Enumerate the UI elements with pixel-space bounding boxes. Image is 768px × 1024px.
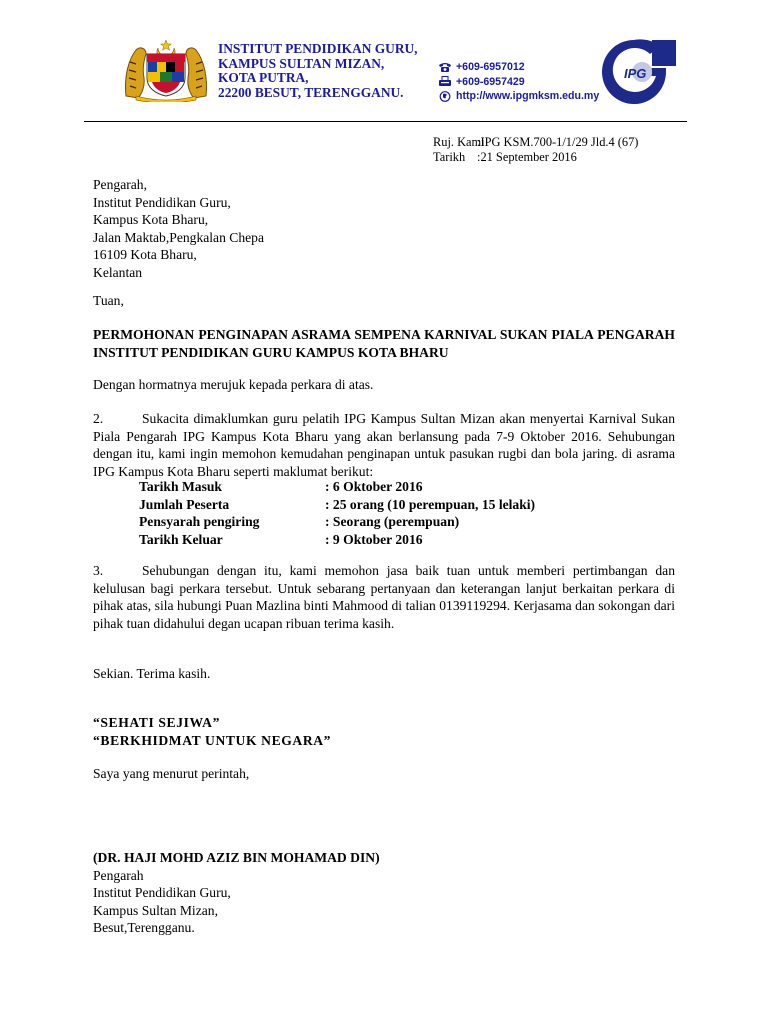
detail-row xyxy=(139,513,535,531)
crest-icon xyxy=(120,38,212,102)
signer-line: Kampus Sultan Mizan, xyxy=(93,902,218,918)
phone-row xyxy=(438,60,599,75)
intro-paragraph: Dengan hormatnya merujuk kepada perkara di atas. xyxy=(93,377,374,392)
signer-line: Institut Pendidikan Guru, xyxy=(93,885,231,901)
logo-text: IPG xyxy=(624,66,647,81)
fax-row xyxy=(438,75,599,90)
motto-line: “SEHATI SEJIWA” xyxy=(93,715,220,730)
closing-line: Sekian. Terima kasih. xyxy=(93,666,211,681)
detail-label: Tarikh Keluar xyxy=(139,531,223,547)
letterhead-divider xyxy=(84,121,687,122)
detail-label: Pensyarah pengiring xyxy=(139,514,260,530)
paragraph-3 xyxy=(93,562,675,632)
detail-value: : 25 orang (10 perempuan, 15 lelaki) xyxy=(325,496,536,512)
detail-label: Tarikh Masuk xyxy=(139,479,222,494)
fax-icon xyxy=(438,76,452,87)
detail-label: Jumlah Peserta xyxy=(139,496,230,512)
paragraph-2 xyxy=(93,410,675,480)
institution-line: KAMPUS SULTAN MIZAN, xyxy=(218,55,385,71)
detail-value: : 9 Oktober 2016 xyxy=(325,531,423,547)
details-list xyxy=(139,478,535,548)
paragraph-number: 2. xyxy=(93,411,104,426)
mottos xyxy=(93,714,331,749)
detail-value: : Seorang (perempuan) xyxy=(325,514,460,530)
website-link[interactable]: http://www.ipgmksm.edu.my xyxy=(456,90,600,102)
paragraph-text: Sukacita dimaklumkan guru pelatih IPG Kampus Sultan Mizan akan menyertai Karnival Sukan Piala Pengarah IPG Kampus Kota Bharu yang akan berlansung pada 7-9 Oktober 2016. Sehubungan dengan itu, kami ingin memohon kemudahan penginapan untuk pasukan rugbi dan bola jaring. di asrama IPG Kampus Kota Bharu seperti maklumat berikut: xyxy=(93,411,675,479)
signer-name: (DR. HAJI MOHD AZIZ BIN MOHAMAD DIN) xyxy=(93,850,380,865)
ruj-value: :IPG KSM.700-1/1/29 Jld.4 (67) xyxy=(477,135,639,149)
date-row xyxy=(433,150,638,165)
signature-block xyxy=(93,849,380,937)
ipg-logo xyxy=(590,38,678,106)
contact-block xyxy=(438,60,599,104)
institution-line: KOTA PUTRA, xyxy=(218,70,309,86)
recipient-line: Jalan Maktab,Pengkalan Chepa xyxy=(93,229,265,245)
motto-line: “BERKHIDMAT UNTUK NEGARA” xyxy=(93,732,332,748)
recipient-line: Kampus Kota Bharu, xyxy=(93,212,209,228)
fax-number: +609-6957429 xyxy=(456,75,525,88)
letter-subject: PERMOHONAN PENGINAPAN ASRAMA SEMPENA KARNIVAL SUKAN PIALA PENGARAH INSTITUT PENDIDIKAN GURU KAMPUS KOTA BHARU xyxy=(93,327,675,360)
web-icon xyxy=(438,91,452,102)
paragraph-number: 3. xyxy=(93,563,104,578)
paragraph-text: Sehubungan dengan itu, kami memohon jasa baik tuan untuk memberi pertimbangan dan kelulusan bagi perkara tersebut. Untuk sebarang pertanyaan dan keterangan lanjut berkaitan perkara di pihak atas, sila hubungi Puan Mazlina binti Mahmood di talian 0139119294. Kerjasama dan sokongan dari pihak tuan didahului degan ucapan ribuan terima kasih. xyxy=(93,563,675,631)
sign-off: Saya yang menurut perintah, xyxy=(93,766,250,781)
website-row xyxy=(438,89,599,104)
recipient-line: Kelantan xyxy=(93,264,143,280)
detail-value: : 6 Oktober 2016 xyxy=(325,479,423,494)
signer-line: Pengarah xyxy=(93,867,144,883)
institution-line: INSTITUT PENDIDIKAN GURU, xyxy=(218,41,418,56)
institution-line: 22200 BESUT, TERENGGANU. xyxy=(218,84,404,100)
telephone-icon xyxy=(438,62,452,73)
institution-address xyxy=(218,42,418,100)
detail-row xyxy=(139,478,535,496)
detail-row xyxy=(139,531,535,549)
detail-row xyxy=(139,496,535,514)
reference-row xyxy=(433,135,638,150)
reference-block xyxy=(433,135,638,164)
recipient-line: 16109 Kota Bharu, xyxy=(93,247,197,263)
tarikh-value: :21 September 2016 xyxy=(477,149,577,164)
signer-line: Besut,Terengganu. xyxy=(93,920,195,936)
recipient-line: Pengarah, xyxy=(93,177,147,192)
phone-number: +609-6957012 xyxy=(456,61,525,73)
ruj-label: Ruj. Kami xyxy=(433,135,485,149)
recipient-line: Institut Pendidikan Guru, xyxy=(93,194,231,210)
salutation: Tuan, xyxy=(93,293,124,308)
recipient-address xyxy=(93,176,264,282)
tarikh-label: Tarikh xyxy=(433,149,466,164)
